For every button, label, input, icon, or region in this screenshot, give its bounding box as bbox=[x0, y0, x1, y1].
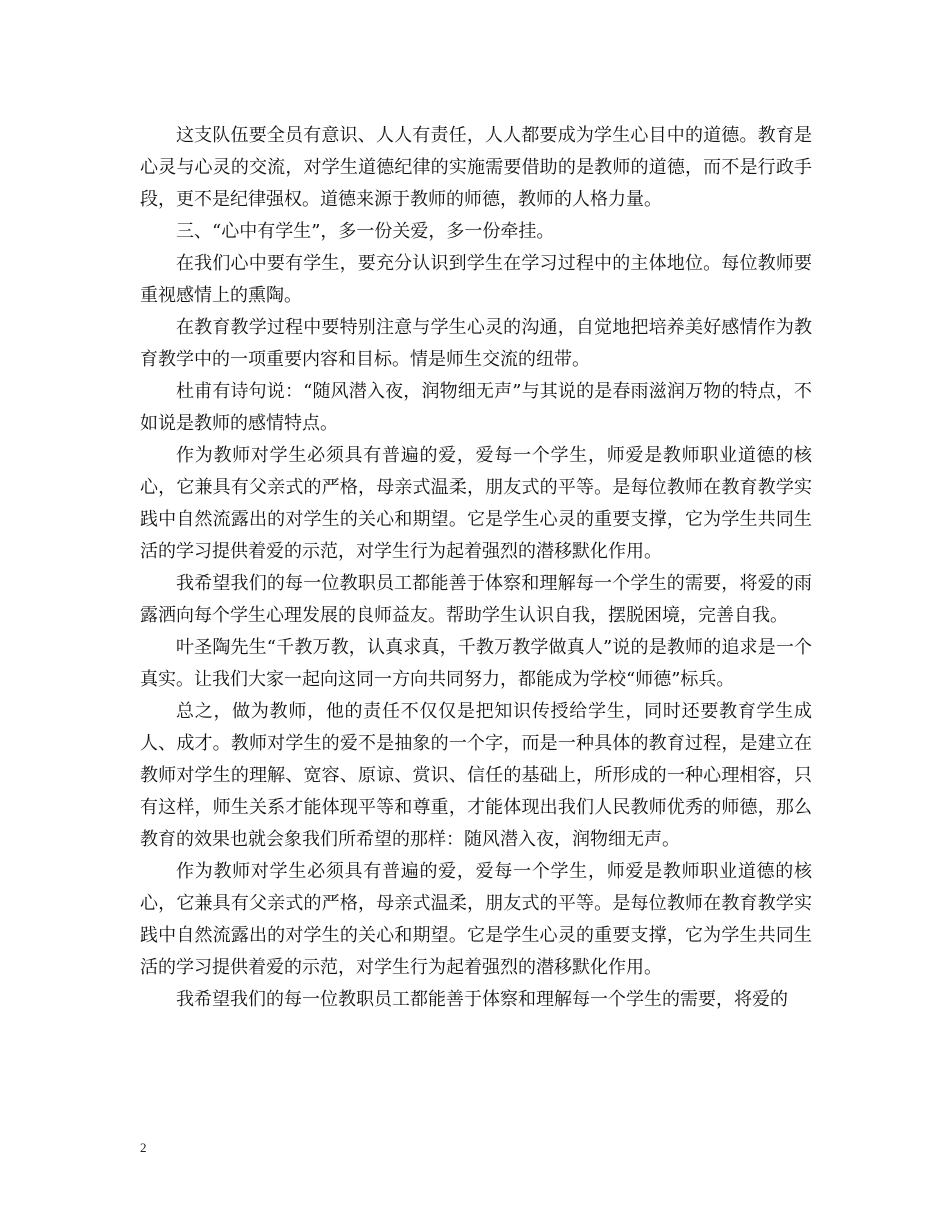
paragraph: 杜甫有诗句说：“随风潜入夜，润物细无声”与其说的是春雨滋润万物的特点，不如说是教师的感情特点。 bbox=[140, 381, 812, 434]
paragraph: 我希望我们的每一位教职员工都能善于体察和理解每一个学生的需要，将爱的雨露洒向每个学生心理发展的良师益友。帮助学生认识自我，摆脱困境，完善自我。 bbox=[140, 573, 812, 626]
paragraph: 这支队伍要全员有意识、人人有责任，人人都要成为学生心目中的道德。教育是心灵与心灵的交流，对学生道德纪律的实施需要借助的是教师的道德，而不是行政手段，更不是纪律强权。道德来源于教师的师德，教师的人格力量。 bbox=[140, 125, 812, 210]
paragraph: 作为教师对学生必须具有普遍的爱，爱每一个学生，师爱是教师职业道德的核心，它兼具有父亲式的严格，母亲式温柔，朋友式的平等。是每位教师在教育教学实践中自然流露出的对学生的关心和期望。它是学生心灵的重要支撑，它为学生共同生活的学习提供着爱的示范，对学生行为起着强烈的潜移默化作用。 bbox=[140, 861, 812, 978]
paragraph: 作为教师对学生必须具有普遍的爱，爱每一个学生，师爱是教师职业道德的核心，它兼具有父亲式的严格，母亲式温柔，朋友式的平等。是每位教师在教育教学实践中自然流露出的对学生的关心和期望。它是学生心灵的重要支撑，它为学生共同生活的学习提供着爱的示范，对学生行为起着强烈的潜移默化作用。 bbox=[140, 445, 812, 562]
page-number: 2 bbox=[140, 1140, 147, 1155]
section-heading: 三、“心中有学生”，多一份关爱，多一份牵挂。 bbox=[176, 221, 555, 242]
paragraph: 我希望我们的每一位教职员工都能善于体察和理解每一个学生的需要，将爱的 bbox=[176, 989, 788, 1010]
paragraph: 总之，做为教师，他的责任不仅仅是把知识传授给学生，同时还要教育学生成人、成才。教师对学生的爱不是抽象的一个字，而是一种具体的教育过程，是建立在教师对学生的理解、宽容、原谅、赏识、信任的基础上，所形成的一种心理相容，只有这样，师生关系才能体现平等和尊重，才能体现出我们人民教师优秀的师德，那么教育的效果也就会象我们所希望的那样：随风潜入夜，润物细无声。 bbox=[140, 701, 812, 850]
document-body bbox=[140, 120, 812, 1016]
paragraph: 在我们心中要有学生，要充分认识到学生在学习过程中的主体地位。每位教师要重视感情上的熏陶。 bbox=[140, 253, 812, 306]
paragraph: 叶圣陶先生“千教万教，认真求真，千教万教学做真人”说的是教师的追求是一个真实。让我们大家一起向这同一方向共同努力，都能成为学校“师德”标兵。 bbox=[140, 637, 812, 690]
paragraph: 在教育教学过程中要特别注意与学生心灵的沟通，自觉地把培养美好感情作为教育教学中的一项重要内容和目标。情是师生交流的纽带。 bbox=[140, 317, 812, 370]
